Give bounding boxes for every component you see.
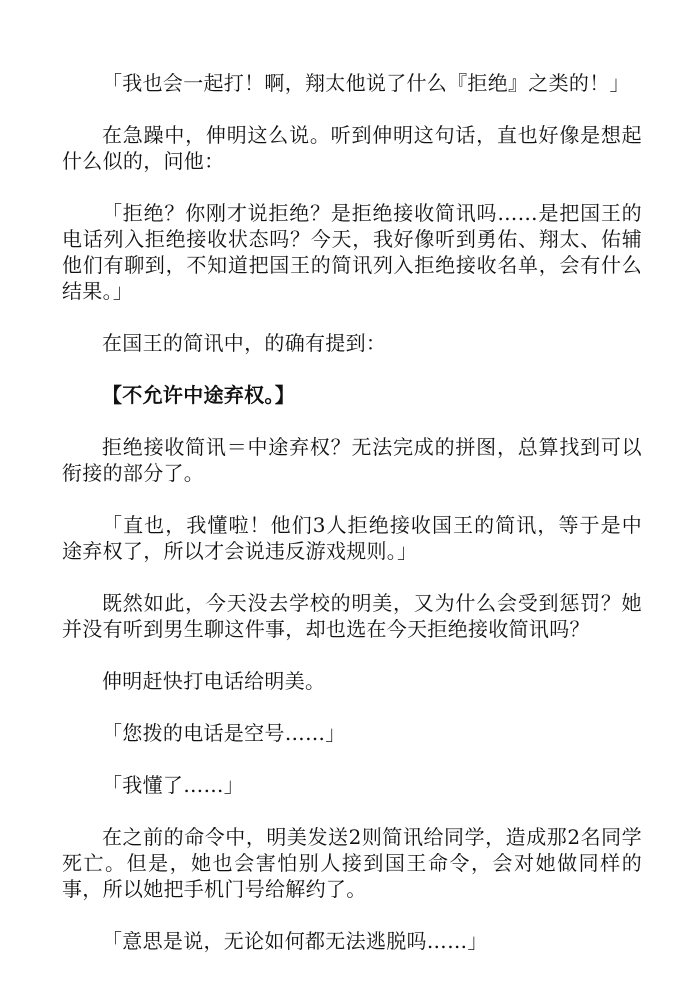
paragraph: 「我懂了……」 bbox=[102, 773, 245, 797]
paragraph: 「直也，我懂啦！他们3人拒绝接收国王的简讯，等于是中途弃权了，所以才会说违反游戏规则。」 bbox=[62, 513, 642, 563]
paragraph: 拒绝接收简讯＝中途弃权？无法完成的拼图，总算找到可以衔接的部分了。 bbox=[62, 435, 642, 485]
quoted-rule: 【不允许中途弃权。】 bbox=[102, 383, 295, 407]
paragraph: 「您拨的电话是空号……」 bbox=[102, 721, 346, 745]
document-page bbox=[62, 70, 642, 980]
paragraph: 既然如此，今天没去学校的明美，又为什么会受到惩罚？她并没有听到男生聊这件事，却也选在今天拒绝接收简讯吗？ bbox=[62, 591, 642, 641]
paragraph: 在急躁中，伸明这么说。听到伸明这句话，直也好像是想起什么似的，问他： bbox=[62, 123, 642, 173]
paragraph: 伸明赶快打电话给明美。 bbox=[102, 669, 326, 693]
paragraph: 在国王的简讯中，的确有提到： bbox=[102, 331, 387, 355]
paragraph: 「意思是说，无论如何都无法逃脱吗……」 bbox=[102, 929, 488, 953]
paragraph: 在之前的命令中，明美发送2则简讯给同学，造成那2名同学死亡。但是，她也会害怕别人接到国王命令，会对她做同样的事，所以她把手机门号给解约了。 bbox=[62, 825, 642, 901]
paragraph: 「拒绝？你刚才说拒绝？是拒绝接收简讯吗……是把国王的电话列入拒绝接收状态吗？今天，我好像听到勇佑、翔太、佑辅他们有聊到，不知道把国王的简讯列入拒绝接收名单，会有什么结果。」 bbox=[62, 201, 642, 303]
paragraph: 「我也会一起打！啊，翔太他说了什么『拒绝』之类的！」 bbox=[102, 71, 630, 95]
